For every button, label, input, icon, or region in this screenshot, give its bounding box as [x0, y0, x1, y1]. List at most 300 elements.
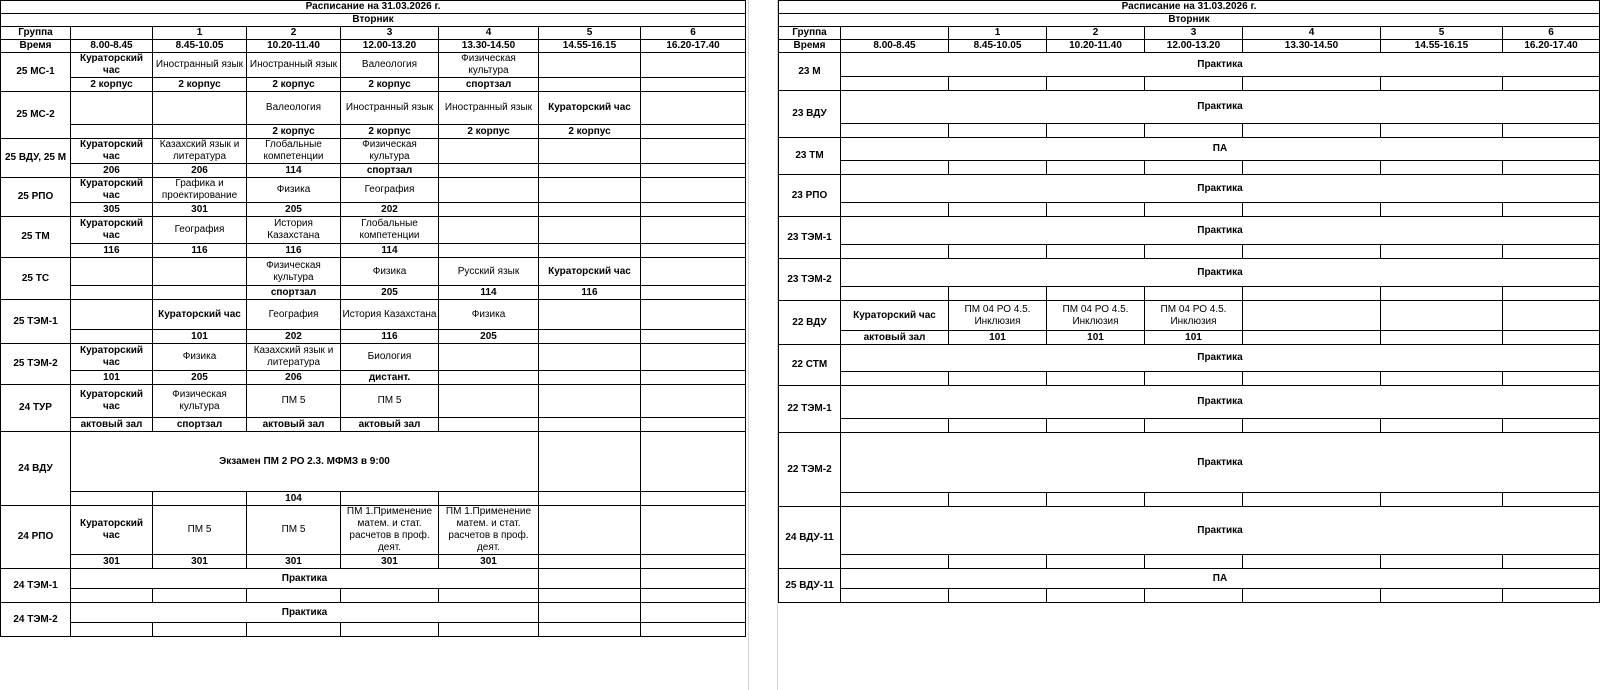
room-cell: [1381, 493, 1503, 507]
room-cell: [1381, 77, 1503, 91]
group-room-row: [779, 589, 1600, 603]
room-cell: [1503, 419, 1600, 433]
time-slot: 13.30-14.50: [1243, 40, 1381, 53]
room-cell: [1243, 555, 1381, 569]
group-lesson-row: [779, 433, 1600, 493]
room-cell: 206: [153, 164, 247, 178]
room-cell: [1243, 589, 1381, 603]
room-cell: [841, 245, 949, 259]
room-cell: 205: [341, 286, 439, 300]
room-cell: [1503, 161, 1600, 175]
lesson-cell: Глобальные компетенции: [247, 139, 341, 164]
room-cell: 101: [153, 330, 247, 344]
group-lesson-row: [779, 569, 1600, 589]
room-cell: [841, 589, 949, 603]
lesson-cell: [641, 506, 746, 555]
group-name: 23 ТЭМ-2: [779, 259, 841, 301]
lesson-cell: Иностранный язык: [439, 92, 539, 125]
room-cell: [153, 623, 247, 637]
room-cell: [949, 161, 1047, 175]
room-cell: [841, 493, 949, 507]
room-cell: 301: [247, 555, 341, 569]
room-cell: [641, 623, 746, 637]
day-row: [779, 14, 1600, 27]
schedule-title: Расписание на 31.03.2026 г.: [779, 1, 1600, 14]
room-cell: [641, 125, 746, 139]
room-cell: [1243, 287, 1381, 301]
room-cell: [841, 161, 949, 175]
room-cell: [1145, 245, 1243, 259]
lesson-cell: [439, 385, 539, 418]
time-label: Время: [1, 40, 71, 53]
group-lesson-row: [1, 258, 746, 286]
room-cell: [1145, 77, 1243, 91]
room-cell: 2 корпус: [341, 125, 439, 139]
title-row: [1, 1, 746, 14]
room-cell: [1243, 203, 1381, 217]
lesson-cell: [641, 300, 746, 330]
lesson-cell: [641, 432, 746, 492]
lesson-cell: [439, 344, 539, 371]
group-name: 25 ТЭМ-2: [1, 344, 71, 385]
pair-number: 2: [1047, 27, 1145, 40]
room-cell: 2 корпус: [247, 125, 341, 139]
lesson-cell: Глобальные компетенции: [341, 217, 439, 244]
group-lesson-row: [1, 385, 746, 418]
group-name: 24 ТЭМ-1: [1, 569, 71, 603]
lesson-cell: Физика: [439, 300, 539, 330]
room-cell: 205: [153, 371, 247, 385]
lesson-cell: География: [153, 217, 247, 244]
pair-number: 5: [1381, 27, 1503, 40]
room-cell: актовый зал: [841, 331, 949, 345]
room-cell: актовый зал: [247, 418, 341, 432]
lesson-cell: Кураторский час: [841, 301, 949, 331]
lesson-cell: Физическая культура: [247, 258, 341, 286]
time-slot: 14.55-16.15: [1381, 40, 1503, 53]
room-cell: 116: [539, 286, 641, 300]
room-cell: 2 корпус: [341, 78, 439, 92]
room-cell: [641, 286, 746, 300]
lesson-cell: [641, 217, 746, 244]
room-cell: [841, 419, 949, 433]
group-lesson-row: [779, 53, 1600, 77]
room-cell: 114: [439, 286, 539, 300]
lesson-cell: Физика: [247, 178, 341, 203]
lesson-cell: [1381, 301, 1503, 331]
lesson-cell: ПМ 1.Применение матем. и стат. расчетов в проф. деят.: [439, 506, 539, 555]
lesson-cell: Физика: [341, 258, 439, 286]
group-name: 25 МС-2: [1, 92, 71, 139]
room-cell: [71, 125, 153, 139]
pair-number: [71, 27, 153, 40]
lesson-cell: Валеология: [341, 53, 439, 78]
group-lesson-row: [779, 259, 1600, 287]
group-room-row: [1, 164, 746, 178]
room-cell: [1503, 331, 1600, 345]
lesson-cell: ПМ 5: [153, 506, 247, 555]
room-cell: [1047, 589, 1145, 603]
room-cell: [1047, 287, 1145, 301]
lesson-cell: Кураторский час: [71, 139, 153, 164]
room-cell: [71, 589, 153, 603]
group-span-note: Экзамен ПМ 2 РО 2.3. МФМЗ в 9:00: [71, 432, 539, 492]
group-name: 25 ВДУ-11: [779, 569, 841, 603]
lesson-cell: История Казахстана: [341, 300, 439, 330]
room-cell: [1503, 124, 1600, 138]
lesson-cell: География: [341, 178, 439, 203]
group-span-note: Практика: [841, 345, 1600, 372]
lesson-cell: Кураторский час: [71, 385, 153, 418]
pair-number-row: [779, 27, 1600, 40]
room-cell: 2 корпус: [439, 125, 539, 139]
pair-number: 6: [641, 27, 746, 40]
time-slot: 14.55-16.15: [539, 40, 641, 53]
time-slot: 10.20-11.40: [247, 40, 341, 53]
pair-number: 2: [247, 27, 341, 40]
group-name: 22 ТЭМ-2: [779, 433, 841, 507]
lesson-cell: ПМ 5: [247, 506, 341, 555]
room-cell: 116: [341, 330, 439, 344]
room-cell: [641, 244, 746, 258]
group-lesson-row: [1, 217, 746, 244]
lesson-cell: [641, 344, 746, 371]
group-room-row: [779, 287, 1600, 301]
room-cell: [1243, 419, 1381, 433]
room-cell: [1381, 331, 1503, 345]
room-cell: [641, 78, 746, 92]
group-lesson-row: [779, 386, 1600, 419]
room-cell: [1381, 372, 1503, 386]
room-cell: [841, 372, 949, 386]
group-lesson-row: [1, 139, 746, 164]
lesson-cell: Кураторский час: [71, 178, 153, 203]
group-lesson-row: [1, 506, 746, 555]
lesson-cell: Казахский язык и литература: [153, 139, 247, 164]
group-lesson-row: [1, 178, 746, 203]
room-cell: спортзал: [439, 78, 539, 92]
time-label: Время: [779, 40, 841, 53]
lesson-cell: Физическая культура: [153, 385, 247, 418]
room-cell: [949, 372, 1047, 386]
room-cell: 114: [247, 164, 341, 178]
room-cell: [1243, 124, 1381, 138]
time-slot: 8.00-8.45: [71, 40, 153, 53]
lesson-cell: [641, 92, 746, 125]
time-slot: 8.00-8.45: [841, 40, 949, 53]
group-name: 23 ТМ: [779, 138, 841, 175]
lesson-cell: Кураторский час: [71, 53, 153, 78]
room-cell: [341, 492, 439, 506]
lesson-cell: ПМ 1.Применение матем. и стат. расчетов в проф. деят.: [341, 506, 439, 555]
room-cell: 301: [71, 555, 153, 569]
room-cell: [439, 203, 539, 217]
lesson-cell: [539, 385, 641, 418]
room-cell: [1047, 493, 1145, 507]
group-span-note: Практика: [841, 259, 1600, 287]
room-cell: 301: [153, 203, 247, 217]
lesson-cell: [641, 53, 746, 78]
room-cell: [949, 77, 1047, 91]
room-cell: [1503, 493, 1600, 507]
time-slot: 12.00-13.20: [341, 40, 439, 53]
group-name: 23 ТЭМ-1: [779, 217, 841, 259]
sheet-separator: [748, 0, 778, 690]
room-cell: [841, 287, 949, 301]
group-name: 24 ТЭМ-2: [1, 603, 71, 637]
room-cell: [1047, 555, 1145, 569]
lesson-cell: [439, 217, 539, 244]
room-cell: [641, 418, 746, 432]
group-room-row: [779, 493, 1600, 507]
room-cell: [539, 203, 641, 217]
group-name: 22 ТЭМ-1: [779, 386, 841, 433]
group-span-note: Практика: [841, 175, 1600, 203]
room-cell: [1503, 203, 1600, 217]
room-cell: [1243, 493, 1381, 507]
room-cell: [1145, 589, 1243, 603]
lesson-cell: [539, 344, 641, 371]
lesson-cell: [71, 300, 153, 330]
lesson-cell: [641, 569, 746, 589]
lesson-cell: [153, 92, 247, 125]
room-cell: 104: [247, 492, 341, 506]
room-cell: [153, 589, 247, 603]
room-cell: [247, 589, 341, 603]
lesson-cell: [641, 603, 746, 623]
group-label: Группа: [779, 27, 841, 40]
group-name: 22 СТМ: [779, 345, 841, 386]
lesson-cell: Иностранный язык: [247, 53, 341, 78]
room-cell: актовый зал: [341, 418, 439, 432]
time-slot: 13.30-14.50: [439, 40, 539, 53]
room-cell: [949, 589, 1047, 603]
pair-number: 3: [1145, 27, 1243, 40]
room-cell: 116: [153, 244, 247, 258]
group-span-note: Практика: [71, 603, 539, 623]
title-row: [779, 1, 1600, 14]
room-cell: [247, 623, 341, 637]
room-cell: [439, 164, 539, 178]
room-cell: [439, 371, 539, 385]
room-cell: 205: [439, 330, 539, 344]
lesson-cell: История Казахстана: [247, 217, 341, 244]
room-cell: 2 корпус: [71, 78, 153, 92]
lesson-cell: [641, 385, 746, 418]
group-room-row: [779, 555, 1600, 569]
room-cell: [1381, 124, 1503, 138]
room-cell: 101: [1047, 331, 1145, 345]
lesson-cell: [1503, 301, 1600, 331]
group-room-row: [1, 125, 746, 139]
lesson-cell: [71, 258, 153, 286]
room-cell: [1243, 77, 1381, 91]
group-name: 24 ТУР: [1, 385, 71, 432]
room-cell: [1145, 124, 1243, 138]
group-name: 24 ВДУ: [1, 432, 71, 506]
room-cell: 301: [341, 555, 439, 569]
group-lesson-row: [1, 92, 746, 125]
room-cell: 2 корпус: [247, 78, 341, 92]
day-row: [1, 14, 746, 27]
lesson-cell: Кураторский час: [539, 92, 641, 125]
room-cell: 202: [247, 330, 341, 344]
pair-number: [841, 27, 949, 40]
pair-number: 5: [539, 27, 641, 40]
room-cell: 101: [949, 331, 1047, 345]
time-row: [1, 40, 746, 53]
group-span-note: Практика: [71, 569, 539, 589]
room-cell: [1047, 161, 1145, 175]
room-cell: [949, 203, 1047, 217]
room-cell: [1503, 555, 1600, 569]
room-cell: 206: [247, 371, 341, 385]
room-cell: [641, 371, 746, 385]
group-name: 23 М: [779, 53, 841, 91]
room-cell: [1243, 372, 1381, 386]
group-name: 24 ВДУ-11: [779, 507, 841, 569]
room-cell: [539, 244, 641, 258]
lesson-cell: [539, 178, 641, 203]
group-span-note: Практика: [841, 217, 1600, 245]
group-span-note: ПА: [841, 569, 1600, 589]
room-cell: [71, 623, 153, 637]
room-cell: [71, 330, 153, 344]
lesson-cell: Валеология: [247, 92, 341, 125]
room-cell: [341, 589, 439, 603]
lesson-cell: Кураторский час: [71, 217, 153, 244]
group-room-row: [1, 589, 746, 603]
room-cell: [539, 418, 641, 432]
lesson-cell: Графика и проектирование: [153, 178, 247, 203]
room-cell: [1243, 161, 1381, 175]
group-room-row: [1, 78, 746, 92]
group-room-row: [779, 331, 1600, 345]
room-cell: спортзал: [153, 418, 247, 432]
room-cell: 116: [247, 244, 341, 258]
pair-number: 6: [1503, 27, 1600, 40]
left-schedule-table: [0, 0, 746, 637]
time-slot: 16.20-17.40: [1503, 40, 1600, 53]
lesson-cell: [439, 178, 539, 203]
lesson-cell: Кураторский час: [539, 258, 641, 286]
room-cell: [153, 492, 247, 506]
left-schedule-sheet: [0, 0, 748, 637]
room-cell: [439, 492, 539, 506]
group-lesson-row: [779, 345, 1600, 372]
lesson-cell: [539, 300, 641, 330]
group-lesson-row: [779, 507, 1600, 555]
room-cell: [439, 244, 539, 258]
day-name: Вторник: [779, 14, 1600, 27]
lesson-cell: ПМ 04 РО 4.5. Инклюзия: [1047, 301, 1145, 331]
room-cell: [1243, 245, 1381, 259]
group-lesson-row: [779, 91, 1600, 124]
lesson-cell: ПМ 5: [247, 385, 341, 418]
room-cell: 116: [71, 244, 153, 258]
lesson-cell: Биология: [341, 344, 439, 371]
lesson-cell: [539, 569, 641, 589]
pair-number: 4: [1243, 27, 1381, 40]
group-room-row: [779, 124, 1600, 138]
day-name: Вторник: [1, 14, 746, 27]
room-cell: [1503, 589, 1600, 603]
room-cell: [641, 589, 746, 603]
lesson-cell: Иностранный язык: [153, 53, 247, 78]
lesson-cell: Физика: [153, 344, 247, 371]
lesson-cell: [1243, 301, 1381, 331]
group-lesson-row: [1, 344, 746, 371]
room-cell: [1047, 419, 1145, 433]
pair-number: 4: [439, 27, 539, 40]
group-span-note: Практика: [841, 386, 1600, 419]
room-cell: актовый зал: [71, 418, 153, 432]
lesson-cell: [539, 139, 641, 164]
room-cell: 301: [439, 555, 539, 569]
group-room-row: [779, 419, 1600, 433]
room-cell: [153, 286, 247, 300]
lesson-cell: Иностранный язык: [341, 92, 439, 125]
group-name: 25 ТС: [1, 258, 71, 300]
group-name: 25 ВДУ, 25 М: [1, 139, 71, 178]
room-cell: [539, 164, 641, 178]
group-name: 24 РПО: [1, 506, 71, 569]
room-cell: [439, 589, 539, 603]
room-cell: [841, 203, 949, 217]
lesson-cell: [641, 178, 746, 203]
group-lesson-row: [779, 217, 1600, 245]
room-cell: [1381, 245, 1503, 259]
room-cell: [1503, 245, 1600, 259]
room-cell: 2 корпус: [153, 78, 247, 92]
room-cell: [841, 555, 949, 569]
group-lesson-row: [779, 175, 1600, 203]
room-cell: 101: [1145, 331, 1243, 345]
group-lesson-row: [779, 138, 1600, 161]
room-cell: [641, 492, 746, 506]
room-cell: 301: [153, 555, 247, 569]
group-name: 23 ВДУ: [779, 91, 841, 138]
lesson-cell: ПМ 04 РО 4.5. Инклюзия: [1145, 301, 1243, 331]
room-cell: спортзал: [247, 286, 341, 300]
group-label: Группа: [1, 27, 71, 40]
group-room-row: [1, 330, 746, 344]
group-name: 25 МС-1: [1, 53, 71, 92]
room-cell: [641, 203, 746, 217]
room-cell: [949, 493, 1047, 507]
room-cell: 206: [71, 164, 153, 178]
group-room-row: [779, 161, 1600, 175]
room-cell: [1381, 419, 1503, 433]
room-cell: [539, 330, 641, 344]
lesson-cell: ПМ 04 РО 4.5. Инклюзия: [949, 301, 1047, 331]
group-room-row: [779, 203, 1600, 217]
room-cell: [949, 245, 1047, 259]
group-room-row: [1, 555, 746, 569]
room-cell: [1047, 77, 1145, 91]
right-schedule-table: [778, 0, 1600, 603]
lesson-cell: Казахский язык и литература: [247, 344, 341, 371]
time-slot: 16.20-17.40: [641, 40, 746, 53]
room-cell: 114: [341, 244, 439, 258]
time-slot: 8.45-10.05: [153, 40, 247, 53]
lesson-cell: География: [247, 300, 341, 330]
pair-number-row: [1, 27, 746, 40]
lesson-cell: [153, 258, 247, 286]
room-cell: [153, 125, 247, 139]
lesson-cell: Кураторский час: [71, 506, 153, 555]
room-cell: [539, 371, 641, 385]
